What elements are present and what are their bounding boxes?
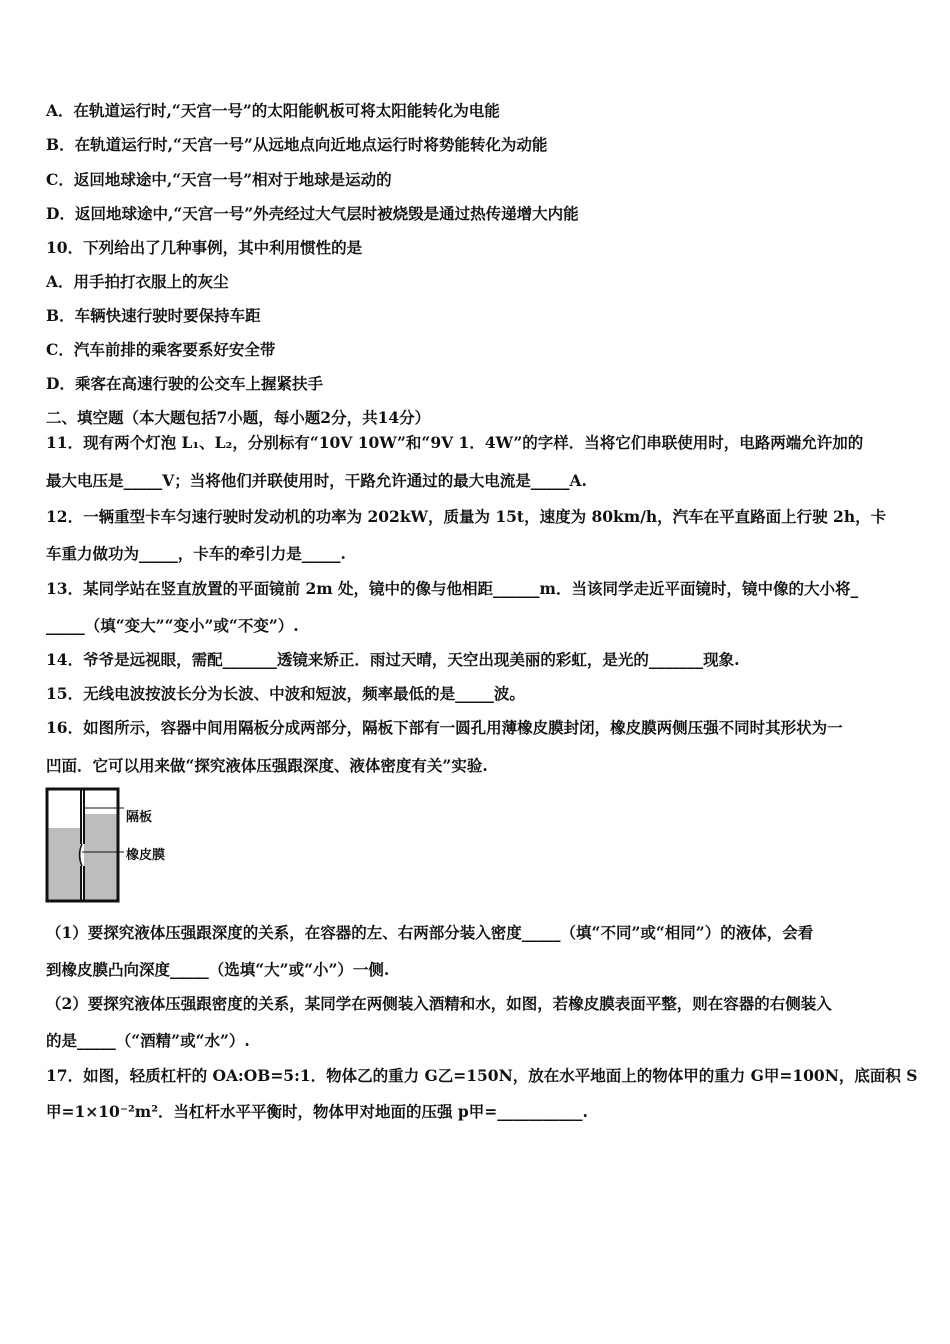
text-line: 最大电压是_____V；当将他们并联使用时，干路允许通过的最大电流是_____A. bbox=[46, 471, 587, 490]
text-line: 12．一辆重型卡车匀速行驶时发动机的功率为 202kW，质量为 15t，速度为 80km/h，汽车在平直路面上行驶 2h，卡 bbox=[46, 507, 887, 526]
text-line: A．在轨道运行时,“天宫一号”的太阳能帆板可将太阳能转化为电能 bbox=[46, 101, 500, 120]
text-line: B．车辆快速行驶时要保持车距 bbox=[46, 306, 261, 325]
container-figure bbox=[44, 786, 194, 906]
text-line: 14．爷爷是远视眼，需配_______透镜来矫正．雨过天晴，天空出现美丽的彩虹，是光的_______现象. bbox=[46, 650, 740, 669]
text-line: 二、填空题（本大题包括7小题，每小题2分，共14分） bbox=[46, 408, 431, 427]
text-line: 甲=1×10⁻²m²．当杠杆水平平衡时，物体甲对地面的压强 p甲=___________. bbox=[46, 1102, 588, 1121]
text-line: D．返回地球途中,“天宫一号”外壳经过大气层时被烧毁是通过热传递增大内能 bbox=[46, 204, 579, 223]
text-line: 13．某同学站在竖直放置的平面镜前 2m 处，镜中的像与他相距______m．当该同学走近平面镜时，镜中像的大小将_ bbox=[46, 579, 859, 598]
text-line: B．在轨道运行时,“天宫一号”从远地点向近地点运行时将势能转化为动能 bbox=[46, 135, 548, 154]
label-partition: 隔板 bbox=[126, 810, 153, 825]
text-line: C．返回地球途中,“天宫一号”相对于地球是运动的 bbox=[46, 170, 392, 189]
text-line: 的是_____（“酒精”或“水”）. bbox=[46, 1031, 250, 1050]
text-line: （1）要探究液体压强跟深度的关系，在容器的左、右两部分装入密度_____（填“不同”或“相同”）的液体，会看 bbox=[46, 923, 814, 942]
text-line: 凹面．它可以用来做“探究液体压强跟深度、液体密度有关”实验. bbox=[46, 756, 488, 775]
text-line: A．用手拍打衣服上的灰尘 bbox=[46, 272, 229, 291]
text-line: C．汽车前排的乘客要系好安全带 bbox=[46, 340, 276, 359]
text-line: （2）要探究液体压强跟密度的关系，某同学在两侧装入酒精和水，如图，若橡皮膜表面平整，则在容器的右侧装入 bbox=[46, 994, 832, 1013]
text-line: 11．现有两个灯泡 L₁、L₂，分别标有“10V 10W”和“9V 1．4W”的字样．当将它们串联使用时，电路两端允许加的 bbox=[46, 433, 864, 452]
text-line: 到橡皮膜凸向深度_____（选填“大”或“小”）一侧. bbox=[46, 960, 390, 979]
text-line: 16．如图所示，容器中间用隔板分成两部分，隔板下部有一圆孔用薄橡皮膜封闭，橡皮膜两侧压强不同时其形状为一 bbox=[46, 718, 843, 737]
text-line: _____（填“变大”“变小”或“不变”）. bbox=[46, 616, 299, 635]
label-membrane: 橡皮膜 bbox=[126, 848, 166, 863]
text-line: D．乘客在高速行驶的公交车上握紧扶手 bbox=[46, 374, 323, 393]
text-line: 17．如图，轻质杠杆的 OA:OB=5:1．物体乙的重力 G乙=150N，放在水平地面上的物体甲的重力 G甲=100N，底面积 S bbox=[46, 1066, 918, 1085]
text-line: 15．无线电波按波长分为长波、中波和短波，频率最低的是_____波。 bbox=[46, 684, 525, 703]
text-line: 车重力做功为_____，卡车的牵引力是_____. bbox=[46, 544, 346, 563]
text-line: 10．下列给出了几种事例，其中利用惯性的是 bbox=[46, 238, 363, 257]
container-diagram bbox=[44, 786, 194, 906]
